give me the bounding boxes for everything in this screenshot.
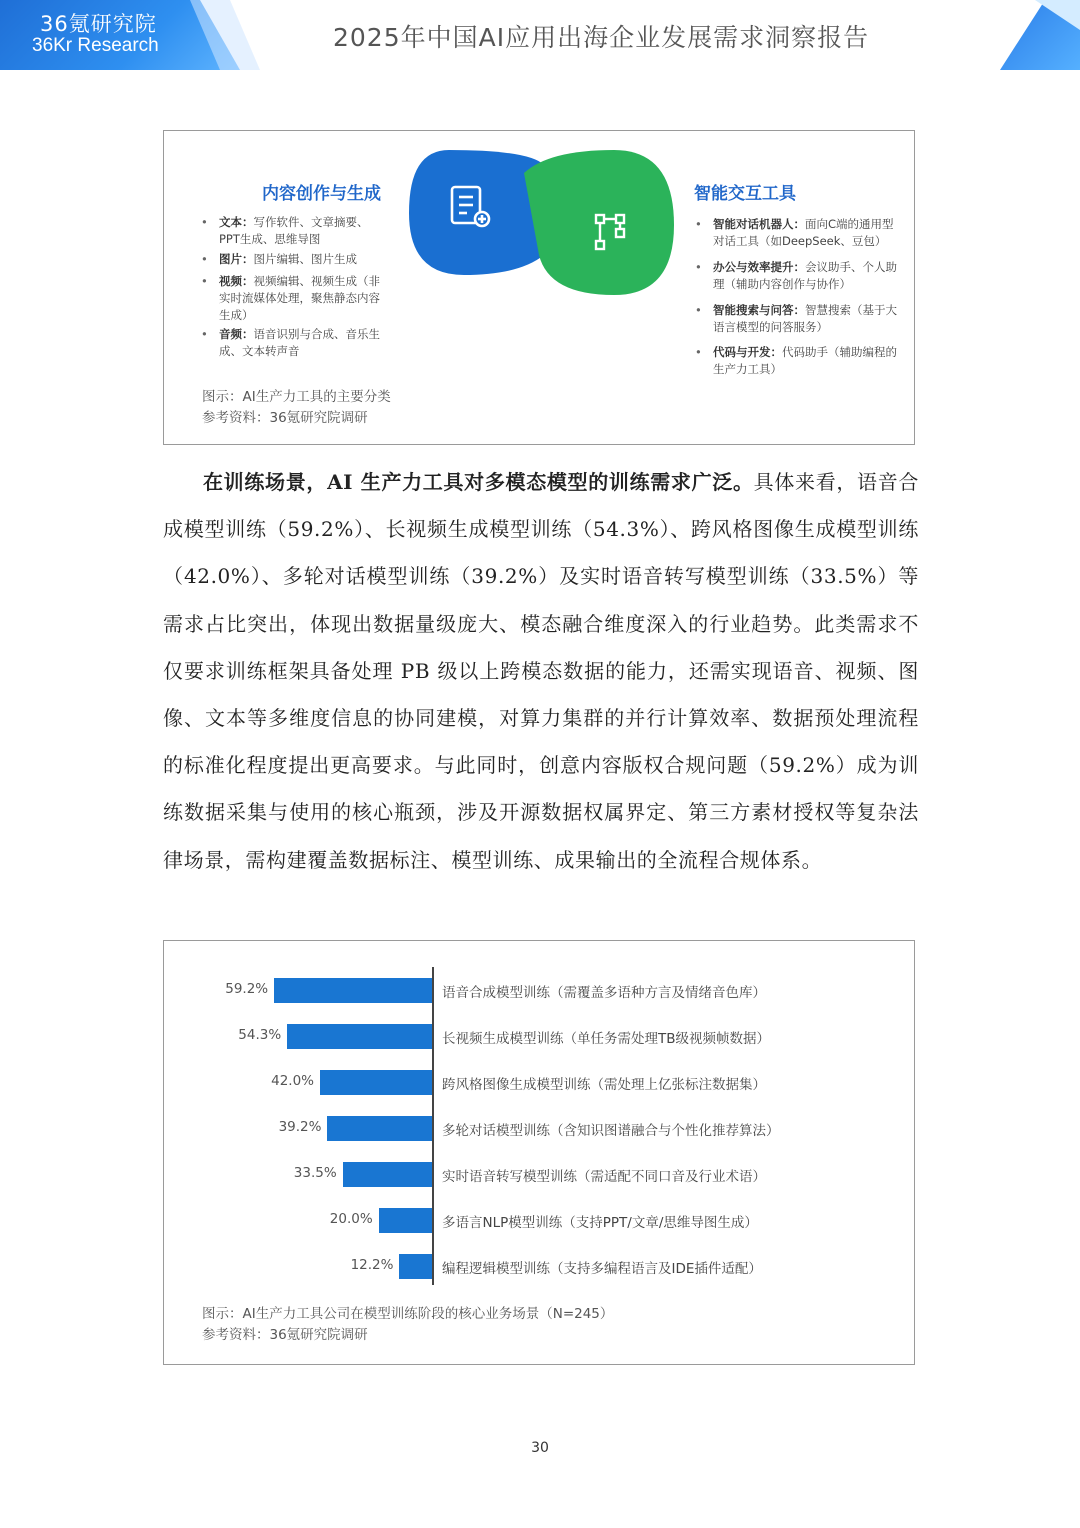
category-graphic [409, 145, 679, 305]
figure1-title: 图示：AI生产力工具的主要分类 [202, 389, 391, 405]
right-item-search: • 智能搜索与问答：智慧搜索（基于大语言模型的问答服务） [695, 303, 897, 334]
bar-category-label: 跨风格图像生成模型训练（需处理上亿张标注数据集） [442, 1077, 766, 1093]
bar-value-label: 12.2% [350, 1257, 394, 1273]
item-label: 视频 [219, 274, 242, 288]
item-label: 音频 [219, 327, 242, 341]
item-label: 智能搜索与问答 [713, 303, 794, 317]
figure-tool-categories [163, 130, 915, 445]
paragraph-body: 具体来看，语音合成模型训练（59.2%）、长视频生成模型训练（54.3%）、跨风格图像生成模型训练（42.0%）、多轮对话模型训练（39.2%）及实时语音转写模型训练（33.5%）等需求占比突出，体现出数据量级庞大、模态融合维度深入的行业趋势。此类需求不仅要求训练框架具备处理 PB 级以上跨模态数据的能力，还需实现语音、视频、图像、文本等多维度信息的协同建模，对算力集群的并行计算效率、数据预处理流程的标准化程度提出更高要求。与此同时，创意内容版权合规问题（59.2%）成为训练数据采集与使用的核心瓶颈，涉及开源数据权属界定、第三方素材授权等复杂法律场景，需构建覆盖数据标注、模型训练、成果输出的全流程合规体系。 [163, 470, 919, 872]
bar-category-label: 编程逻辑模型训练（支持多编程语言及IDE插件适配） [442, 1261, 762, 1277]
item-desc: 写作软件、文章摘要、PPT生成、思维导图 [219, 215, 369, 246]
item-desc: 语音识别与合成、音乐生成、文本转声音 [219, 327, 380, 358]
chart-title: 图示：AI生产力工具公司在模型训练阶段的核心业务场景（N=245） [202, 1306, 614, 1322]
left-category-title: 内容创作与生成 [262, 184, 381, 204]
chart-axis-line [432, 967, 434, 1285]
bar-value-label: 39.2% [278, 1119, 322, 1135]
left-item-text: • 文本：写作软件、文章摘要、PPT生成、思维导图 [201, 215, 369, 246]
bar-category-label: 多轮对话模型训练（含知识图谱融合与个性化推荐算法） [442, 1123, 780, 1139]
bar [379, 1208, 432, 1233]
bar [343, 1162, 432, 1187]
figure1-source: 参考资料：36氪研究院调研 [202, 410, 368, 426]
bar-category-label: 长视频生成模型训练（单任务需处理TB级视频帧数据） [442, 1031, 771, 1047]
right-category-title: 智能交互工具 [694, 184, 796, 204]
figure-training-scenarios [163, 940, 915, 1365]
item-desc: 面向C端的通用型对话工具（如DeepSeek、豆包） [713, 217, 894, 248]
brand-name-cn: 36氪研究院 [40, 12, 157, 36]
item-label: 办公与效率提升 [713, 260, 794, 274]
item-desc: 视频编辑、视频生成（非实时流媒体处理，聚焦静态内容生成） [219, 274, 380, 322]
bar [327, 1116, 432, 1141]
item-label: 智能对话机器人 [713, 217, 794, 231]
right-item-office: • 办公与效率提升：会议助手、个人助理（辅助内容创作与协作） [695, 260, 897, 291]
bar-category-label: 多语言NLP模型训练（支持PPT/文章/思维导图生成） [442, 1215, 758, 1231]
page-number: 30 [531, 1440, 549, 1456]
item-desc: 会议助手、个人助理（辅助内容创作与协作） [713, 260, 897, 291]
paragraph-lead: 在训练场景，AI 生产力工具对多模态模型的训练需求广泛。 [203, 470, 754, 494]
bar-value-label: 42.0% [271, 1073, 314, 1089]
left-item-video: • 视频：视频编辑、视频生成（非实时流媒体处理，聚焦静态内容生成） [201, 274, 380, 322]
bar-value-label: 54.3% [238, 1027, 282, 1043]
bar-value-label: 20.0% [329, 1211, 373, 1227]
right-item-code: • 代码与开发：代码助手（辅助编程的生产力工具） [695, 345, 897, 376]
bar-value-label: 33.5% [293, 1165, 337, 1181]
bar [274, 978, 432, 1003]
body-paragraph [163, 459, 919, 884]
report-title: 2025年中国AI应用出海企业发展需求洞察报告 [333, 23, 870, 52]
item-label: 文本 [219, 215, 242, 229]
bar-category-label: 语音合成模型训练（需覆盖多语种方言及情绪音色库） [442, 985, 766, 1001]
blue-leaf-shape [409, 150, 544, 275]
page-header [0, 0, 1080, 70]
left-item-image: • 图片：图片编辑、图片生成 [201, 252, 357, 266]
bar [287, 1024, 432, 1049]
brand-name-en: 36Kr Research [32, 35, 159, 56]
item-label: 代码与开发 [713, 345, 771, 359]
item-desc: 图片编辑、图片生成 [253, 252, 357, 266]
item-desc: 代码助手（辅助编程的生产力工具） [713, 345, 897, 376]
left-item-audio: • 音频：语音识别与合成、音乐生成、文本转声音 [201, 327, 380, 358]
bar [399, 1254, 432, 1279]
bar-value-label: 59.2% [225, 981, 269, 997]
bar [320, 1070, 432, 1095]
right-item-chatbot: • 智能对话机器人：面向C端的通用型对话工具（如DeepSeek、豆包） [695, 217, 894, 248]
chart-source: 参考资料：36氪研究院调研 [202, 1327, 368, 1343]
bar-category-label: 实时语音转写模型训练（需适配不同口音及行业术语） [442, 1169, 766, 1185]
figure1-caption [202, 387, 391, 429]
item-label: 图片 [219, 252, 242, 266]
item-desc: 智慧搜索（基于大语言模型的问答服务） [713, 303, 897, 334]
figure2-caption [202, 1304, 613, 1346]
